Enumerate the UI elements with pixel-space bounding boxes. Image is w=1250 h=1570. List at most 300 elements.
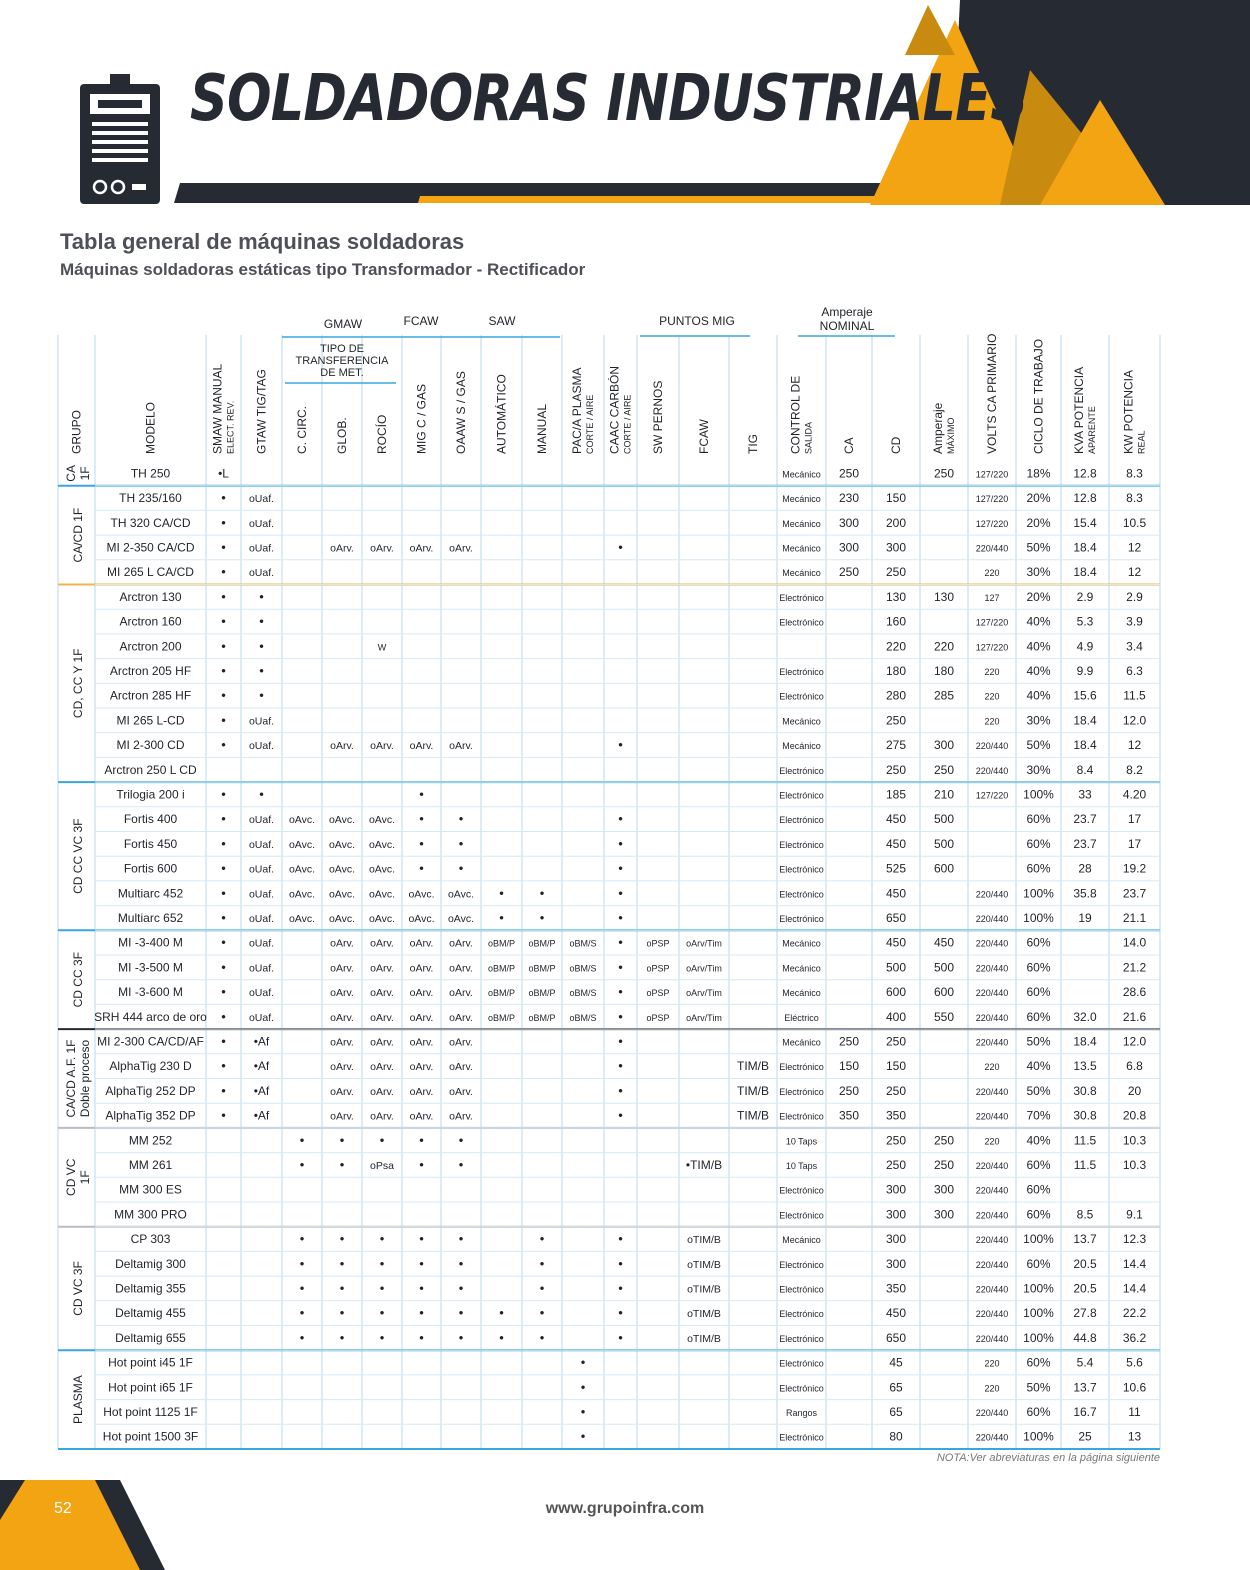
model-name: Arctron 200 — [119, 639, 182, 654]
table-cell: 127/220 — [975, 790, 1009, 801]
table-cell: 11.5 — [1073, 1133, 1097, 1148]
table-cell: Electrónico — [779, 839, 824, 850]
table-cell: • — [379, 1132, 385, 1148]
table-cell: oBM/P — [487, 938, 516, 949]
table-cell: • — [259, 687, 264, 703]
model-name: Multiarc 652 — [117, 910, 184, 925]
table-cell: 220/440 — [975, 1407, 1009, 1418]
table-cell: oArv. — [330, 937, 354, 950]
table-cell: 14.0 — [1122, 935, 1147, 950]
table-cell: • — [221, 835, 226, 851]
table-cell: •L — [218, 466, 229, 481]
table-cell: Electrónico — [779, 790, 824, 801]
table-cell: oArv. — [370, 987, 394, 1000]
table-cell: • — [618, 1305, 623, 1321]
table-cell: oUaf. — [248, 888, 275, 901]
table-cell: oAvc. — [447, 912, 475, 925]
table-cell: 13.7 — [1073, 1380, 1097, 1395]
table-cell: oArv. — [449, 987, 473, 1000]
table-cell: oBM/P — [528, 1012, 556, 1023]
table-cell: 250 — [933, 466, 955, 481]
table-cell: oPSP — [646, 963, 670, 974]
table-cell: oUaf. — [248, 542, 275, 555]
table-cell: 285 — [933, 688, 955, 703]
model-name: MM 300 ES — [119, 1182, 182, 1197]
table-cell: • — [618, 811, 623, 827]
table-cell: 220 — [984, 666, 1000, 677]
table-cell: oPsa — [370, 1159, 394, 1172]
model-name: MI -3-400 M — [118, 935, 183, 950]
table-cell: 40% — [1026, 688, 1051, 703]
table-cell: Electrónico — [779, 1284, 824, 1295]
table-cell: • — [539, 909, 545, 925]
table-cell: oArv. — [330, 740, 354, 753]
table-cell: 220 — [885, 639, 907, 654]
model-name: Hot point 1125 1F — [103, 1404, 198, 1419]
website-url: www.grupoinfra.com — [545, 1500, 705, 1517]
table-cell: oAvc. — [288, 888, 316, 901]
table-cell: TIM/B — [737, 1059, 769, 1074]
column-header: CD — [889, 436, 903, 454]
column-header: MÁXIMO — [946, 417, 956, 454]
table-cell: 650 — [885, 910, 907, 925]
table-cell: oBM/S — [569, 1012, 597, 1023]
table-cell: Electrónico — [779, 1309, 824, 1320]
model-name: Arctron 285 HF — [109, 688, 192, 703]
table-cell: 8.3 — [1126, 491, 1143, 506]
table-cell: 60% — [1026, 1404, 1051, 1419]
table-cell: Mecánico — [782, 469, 821, 480]
table-cell: •Af — [253, 1059, 270, 1074]
table-cell: oAvc. — [447, 888, 475, 901]
group-label: CD CC 3F — [71, 952, 85, 1008]
table-cell: 127 — [984, 592, 1000, 603]
table-cell: •Af — [253, 1034, 270, 1049]
table-cell: • — [580, 1403, 586, 1419]
group-label: CD, CC Y 1F — [71, 648, 85, 719]
table-cell: oAvc. — [408, 888, 435, 901]
table-cell: • — [618, 934, 623, 950]
table-cell: 50% — [1026, 1380, 1051, 1395]
table-cell: 40% — [1026, 1133, 1051, 1148]
model-name: Deltamig 300 — [115, 1256, 186, 1271]
table-cell: • — [221, 687, 226, 703]
table-cell: Electrónico — [779, 1210, 824, 1221]
table-cell: 12 — [1127, 565, 1142, 580]
table-cell: oArv. — [330, 987, 354, 1000]
model-name: MM 252 — [128, 1133, 173, 1148]
table-cell: 10 Taps — [785, 1136, 818, 1147]
table-cell: oArv. — [449, 1061, 473, 1074]
table-cell: oUaf. — [248, 962, 275, 975]
column-header: APARENTE — [1087, 406, 1097, 454]
column-header: ROCÍO — [375, 414, 389, 454]
table-cell: 44.8 — [1073, 1330, 1097, 1345]
table-cell: 40% — [1026, 663, 1051, 678]
table-cell: Electrónico — [779, 1086, 824, 1097]
table-cell: 100% — [1023, 1429, 1054, 1444]
table-cell: 23.7 — [1073, 836, 1097, 851]
model-name: Hot point i65 1F — [108, 1380, 193, 1395]
table-cell: 35.8 — [1073, 886, 1097, 901]
table-cell: 33 — [1078, 787, 1092, 802]
table-cell: • — [458, 1255, 464, 1271]
table-cell: 22.2 — [1122, 1306, 1147, 1321]
table-cell: • — [499, 885, 504, 901]
table-cell: oAvc. — [368, 888, 396, 901]
table-cell: • — [618, 1329, 623, 1345]
table-cell: 16.7 — [1073, 1404, 1097, 1419]
column-header: VOLTS CA PRIMARIO — [985, 333, 999, 454]
table-cell: Mecánico — [782, 543, 821, 554]
table-cell: 500 — [885, 960, 907, 975]
table-cell: • — [299, 1156, 305, 1172]
table-cell: 60% — [1026, 1256, 1051, 1271]
table-cell: 28 — [1078, 861, 1092, 876]
table-cell: oTIM/B — [687, 1258, 721, 1271]
table-cell: • — [339, 1231, 345, 1247]
table-cell: 18.4 — [1073, 738, 1097, 753]
table-cell: • — [539, 1280, 545, 1296]
table-cell: oArv. — [449, 542, 473, 555]
table-cell: oAvc. — [288, 912, 316, 925]
table-cell: Electrónico — [779, 1432, 824, 1443]
table-cell: oArv. — [330, 1110, 354, 1123]
table-cell: 14.4 — [1122, 1256, 1147, 1271]
table-cell: Mecánico — [782, 494, 821, 505]
table-cell: • — [618, 835, 623, 851]
table-cell: • — [618, 1280, 623, 1296]
abbreviations-note: NOTA:Ver abreviaturas en la página siguiente — [936, 1452, 1160, 1464]
table-cell: 220/440 — [975, 1259, 1009, 1270]
table-cell: Eléctrico — [784, 1012, 819, 1023]
table-cell: 250 — [933, 1157, 955, 1172]
table-cell: • — [221, 539, 226, 555]
table-cell: • — [339, 1255, 345, 1271]
group-header-gmaw: GMAW — [323, 317, 363, 331]
table-cell: 8.2 — [1126, 762, 1143, 777]
table-cell: oArv. — [370, 1085, 394, 1098]
table-cell: • — [221, 1107, 226, 1123]
table-cell: • — [419, 1156, 424, 1172]
table-cell: Electrónico — [779, 1111, 824, 1122]
table-cell: 6.8 — [1126, 1059, 1143, 1074]
table-cell: oPSP — [646, 938, 670, 949]
table-cell: 60% — [1026, 1157, 1051, 1172]
model-name: MM 261 — [128, 1157, 173, 1172]
page-title: SOLDADORAS INDUSTRIALES — [190, 62, 1028, 136]
table-cell: Mecánico — [782, 741, 821, 752]
table-cell: 220 — [984, 568, 1000, 579]
table-cell: 150 — [838, 1059, 860, 1074]
column-header: KW POTENCIA — [1121, 369, 1136, 454]
table-cell: • — [259, 613, 264, 629]
table-cell: TIM/B — [737, 1083, 769, 1098]
table-cell: oArv. — [370, 937, 394, 950]
table-cell: • — [539, 1329, 545, 1345]
table-cell: oAvc. — [288, 863, 316, 876]
sub-header-line: DE MET. — [320, 367, 364, 379]
table-cell: oBM/P — [487, 988, 516, 999]
table-cell: • — [419, 1305, 424, 1321]
table-cell: Mecánico — [782, 568, 821, 579]
table-cell: 220/440 — [975, 938, 1009, 949]
table-cell: 17 — [1127, 836, 1142, 851]
table-cell: 18.4 — [1073, 1034, 1097, 1049]
model-name: Trilogia 200 i — [116, 787, 185, 802]
table-cell: 30.8 — [1073, 1083, 1097, 1098]
table-cell: 300 — [933, 1182, 955, 1197]
table-cell: Mecánico — [782, 1037, 821, 1048]
table-cell: 220 — [984, 1383, 1000, 1394]
table-cell: oBM/P — [528, 963, 556, 974]
table-cell: 20.8 — [1122, 1108, 1147, 1123]
table-cell: 9.1 — [1126, 1207, 1143, 1222]
table-cell: oUaf. — [248, 567, 275, 580]
table-cell: 60% — [1026, 935, 1051, 950]
table-cell: • — [539, 1255, 545, 1271]
model-name: Hot point 1500 3F — [102, 1429, 199, 1444]
table-cell: oAvc. — [328, 838, 356, 851]
table-cell: 650 — [885, 1330, 907, 1345]
table-cell: 10.5 — [1122, 515, 1147, 530]
table-cell: •TIM/B — [685, 1157, 723, 1172]
table-cell: oTIM/B — [687, 1234, 721, 1247]
table-cell: Mecánico — [782, 1235, 821, 1246]
table-cell: 250 — [933, 762, 955, 777]
table-cell: 220 — [933, 639, 955, 654]
table-cell: • — [259, 786, 264, 802]
table-cell: • — [379, 1329, 385, 1345]
table-cell: 23.7 — [1073, 812, 1097, 827]
table-cell: • — [221, 490, 226, 506]
table-cell: 30% — [1026, 713, 1051, 728]
table-cell: 20% — [1026, 515, 1051, 530]
table-cell: 400 — [885, 1009, 907, 1024]
table-cell: 500 — [933, 812, 955, 827]
table-cell: 50% — [1026, 1034, 1051, 1049]
model-name: MI 2-350 CA/CD — [106, 540, 195, 555]
model-name: Deltamig 455 — [115, 1306, 186, 1321]
table-cell: 525 — [885, 861, 907, 876]
table-cell: 30% — [1026, 565, 1051, 580]
table-cell: oArv. — [330, 1061, 354, 1074]
table-cell: oArv/Tim — [686, 938, 722, 949]
model-name: Hot point i45 1F — [108, 1355, 193, 1370]
column-header: CA — [842, 437, 856, 454]
group-label: CD CC VC 3F — [71, 818, 85, 894]
table-cell: oPSP — [646, 1012, 670, 1023]
table-cell: Rangos — [785, 1407, 818, 1418]
table-cell: • — [379, 1231, 385, 1247]
column-header: Amperaje — [931, 402, 945, 454]
table-cell: oArv. — [409, 1110, 434, 1123]
table-cell: 220 — [984, 691, 1000, 702]
table-cell: 127/220 — [975, 494, 1009, 505]
table-cell: 12 — [1127, 540, 1142, 555]
model-name: AlphaTig 230 D — [109, 1059, 192, 1074]
group-label: Doble proceso — [78, 1039, 92, 1118]
table-cell: 250 — [885, 1157, 907, 1172]
table-cell: 60% — [1026, 985, 1051, 1000]
table-cell: • — [580, 1354, 586, 1370]
table-cell: • — [618, 1058, 623, 1074]
table-cell: 250 — [885, 713, 907, 728]
table-cell: oArv. — [370, 1061, 394, 1074]
table-cell: 300 — [838, 540, 860, 555]
table-cell: 220/440 — [975, 1333, 1009, 1344]
table-cell: 9.9 — [1076, 663, 1094, 678]
table-cell: oArv/Tim — [686, 1012, 722, 1023]
table-cell: 5.4 — [1076, 1355, 1094, 1370]
table-cell: Electrónico — [779, 1062, 824, 1073]
table-cell: 19.2 — [1122, 861, 1147, 876]
table-cell: oArv. — [409, 542, 434, 555]
table-cell: • — [339, 1280, 345, 1296]
sub-header-line: TIPO DE — [319, 343, 365, 355]
table-cell: • — [221, 909, 226, 925]
table-cell: 300 — [885, 540, 907, 555]
table-cell: • — [618, 860, 623, 876]
column-header: OAAW S / GAS — [454, 371, 468, 454]
table-cell: 28.6 — [1122, 985, 1147, 1000]
table-cell: • — [379, 1280, 385, 1296]
table-cell: • — [299, 1329, 305, 1345]
table-cell: •Af — [253, 1108, 270, 1123]
table-cell: • — [299, 1280, 305, 1296]
table-cell: 11 — [1128, 1404, 1141, 1419]
footer-graphic — [0, 1480, 1250, 1570]
table-cell: 30.8 — [1073, 1108, 1097, 1123]
table-cell: 127/220 — [975, 518, 1009, 529]
table-cell: oUaf. — [248, 863, 275, 876]
model-name: MI -3-500 M — [118, 960, 183, 975]
table-cell: oAvc. — [288, 814, 316, 827]
table-cell: 45 — [889, 1355, 903, 1370]
table-cell: Electrónico — [779, 889, 824, 900]
table-cell: • — [221, 811, 226, 827]
table-cell: 23.7 — [1122, 886, 1147, 901]
table-cell: 10.3 — [1122, 1133, 1147, 1148]
table-cell: oAvc. — [368, 838, 396, 851]
table-cell: 220/440 — [975, 543, 1009, 554]
group-label: CD VC 3F — [71, 1261, 85, 1316]
table-cell: oBM/P — [487, 1012, 516, 1023]
table-cell: 250 — [838, 466, 860, 481]
table-cell: Electrónico — [779, 691, 824, 702]
table-cell: • — [458, 835, 464, 851]
group-label: CA/CD A.F. 1F — [64, 1039, 78, 1118]
table-cell: oArv. — [449, 1110, 473, 1123]
table-cell: oArv. — [409, 987, 434, 1000]
table-cell: 32.0 — [1073, 1009, 1097, 1024]
group-label: CD VC — [64, 1158, 78, 1196]
table-cell: 60% — [1026, 1182, 1051, 1197]
table-cell: oArv. — [409, 1085, 434, 1098]
table-cell: oArv. — [370, 1011, 394, 1024]
table-cell: • — [618, 909, 623, 925]
table-cell: 8.4 — [1076, 762, 1094, 777]
table-cell: 50% — [1026, 738, 1051, 753]
table-cell: 220 — [984, 716, 1000, 727]
table-cell: 127/220 — [975, 617, 1009, 628]
group-header-saw: SAW — [488, 314, 516, 328]
table-cell: oAvc. — [368, 863, 396, 876]
model-name: Multiarc 452 — [117, 886, 184, 901]
table-cell: oArv. — [409, 1011, 434, 1024]
table-cell: oUaf. — [248, 1011, 275, 1024]
table-cell: 450 — [885, 886, 907, 901]
table-cell: 40% — [1026, 1059, 1051, 1074]
column-header: GRUPO — [69, 409, 84, 454]
table-cell: oAvc. — [288, 838, 316, 851]
group-header-puntos-mig: PUNTOS MIG — [659, 314, 735, 328]
table-cell: 10.3 — [1122, 1157, 1147, 1172]
table-cell: 220/440 — [975, 765, 1009, 776]
table-cell: W — [377, 642, 387, 653]
table-cell: oBM/P — [528, 988, 556, 999]
table-cell: • — [458, 1231, 464, 1247]
table-cell: oArv. — [449, 1036, 473, 1049]
table-cell: 60% — [1026, 1207, 1051, 1222]
table-cell: 220 — [984, 1358, 1000, 1369]
table-cell: oUaf. — [248, 715, 275, 728]
column-header: TIG — [746, 434, 760, 454]
table-cell: oBM/P — [528, 938, 556, 949]
model-name: Arctron 160 — [119, 614, 182, 629]
table-cell: 11.5 — [1073, 1157, 1097, 1172]
model-name: Fortis 450 — [123, 836, 178, 851]
table-cell: oArv. — [409, 1061, 434, 1074]
table-cell: 100% — [1023, 1232, 1054, 1247]
column-header: REAL — [1136, 430, 1147, 454]
model-name: Arctron 205 HF — [109, 663, 192, 678]
table-cell: 8.5 — [1076, 1207, 1094, 1222]
table-cell: 220/440 — [975, 1111, 1009, 1122]
table-cell: 250 — [885, 565, 907, 580]
table-cell: 12.8 — [1073, 466, 1097, 481]
table-cell: 5.6 — [1126, 1355, 1143, 1370]
table-cell: 220/440 — [975, 741, 1009, 752]
table-cell: 220 — [984, 1062, 1000, 1073]
table-cell: 18.4 — [1073, 540, 1097, 555]
table-cell: oUaf. — [248, 987, 275, 1000]
table-cell: • — [458, 1329, 464, 1345]
model-name: Fortis 600 — [123, 861, 178, 876]
table-cell: 11.5 — [1123, 688, 1146, 703]
table-cell: 300 — [885, 1232, 907, 1247]
table-cell: • — [458, 860, 464, 876]
table-cell: 65 — [889, 1404, 903, 1419]
table-cell: oAvc. — [328, 814, 356, 827]
column-header: SW PERNOS — [651, 380, 665, 454]
table-cell: Electrónico — [779, 815, 824, 826]
column-header: SMAW MANUAL — [210, 363, 225, 454]
table-cell: oArv. — [409, 962, 434, 975]
table-cell: 220/440 — [975, 1012, 1009, 1023]
table-cell: 65 — [889, 1380, 903, 1395]
model-name: SRH 444 arco de oro — [94, 1009, 207, 1024]
table-cell: • — [259, 662, 264, 678]
table-cell: 15.4 — [1073, 515, 1097, 530]
table-cell: • — [221, 959, 226, 975]
table-cell: 220/440 — [975, 1210, 1009, 1221]
table-cell: • — [458, 811, 464, 827]
table-cell: oAvc. — [328, 888, 356, 901]
group-label: 1F — [78, 1170, 92, 1185]
table-cell: • — [618, 1255, 623, 1271]
table-cell: • — [419, 1280, 424, 1296]
